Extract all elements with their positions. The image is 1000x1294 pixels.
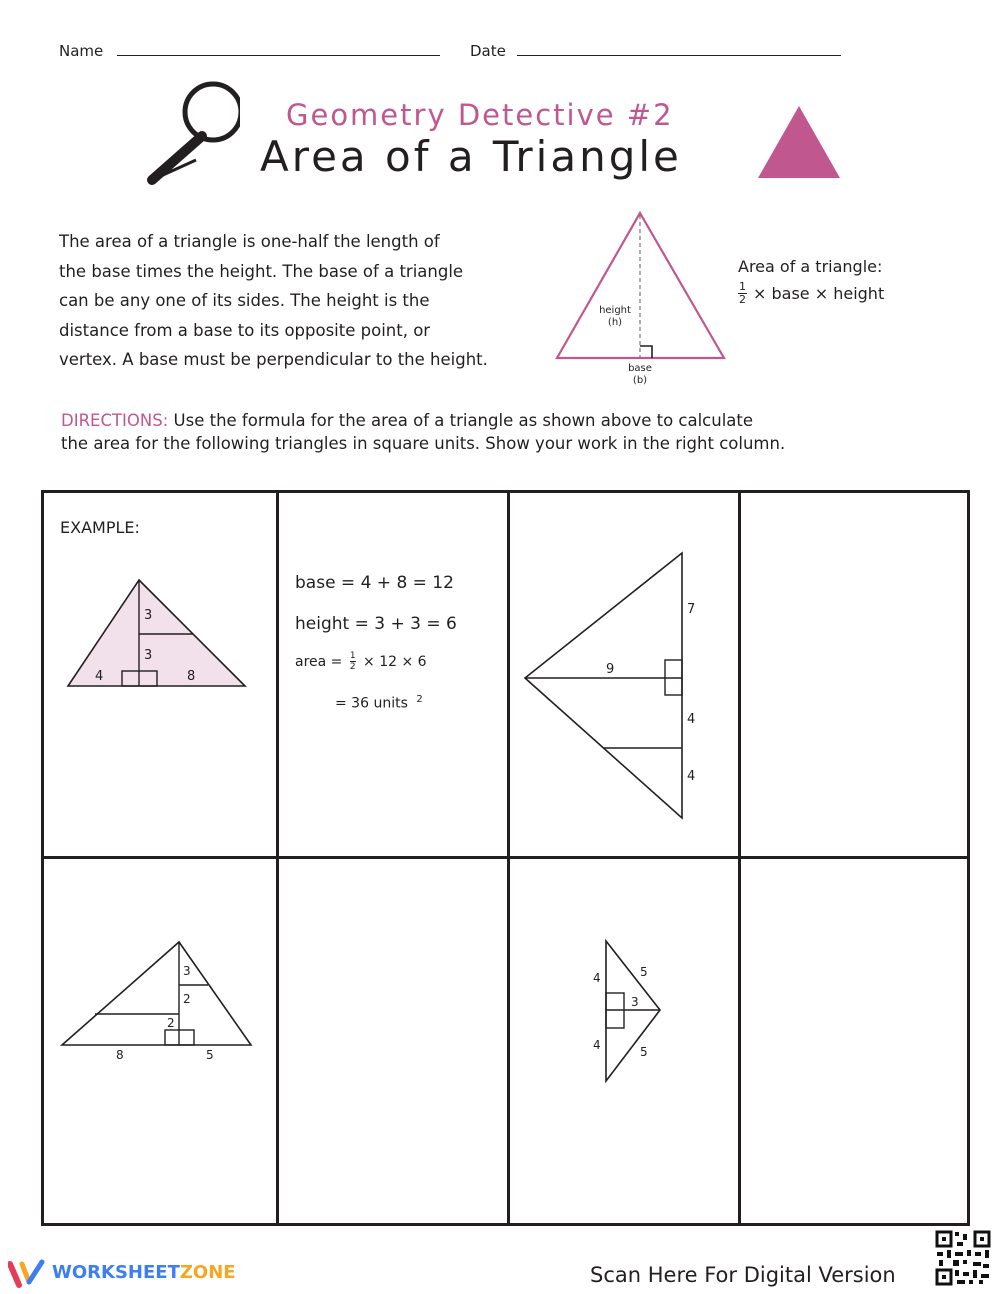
fraction-one-half	[738, 281, 747, 306]
example-height-top: 3	[144, 608, 153, 623]
problem-2-triangle	[55, 935, 260, 1065]
grid-divider	[41, 856, 970, 859]
result-text: = 36 units	[335, 695, 408, 712]
problem-2-base-right: 5	[206, 1048, 214, 1062]
height-word: height	[599, 305, 631, 316]
problem-3-triangle	[585, 935, 675, 1085]
date-field[interactable]	[517, 55, 841, 56]
formula-title: Area of a triangle:	[738, 257, 883, 276]
problem-2-h-top: 3	[183, 964, 191, 978]
problem-3-left-top: 4	[593, 971, 601, 985]
intro-line: the base times the height. The base of a triangle	[59, 261, 464, 281]
name-field[interactable]	[117, 55, 440, 56]
formula-rest: × base × height	[753, 284, 885, 303]
result-exponent: 2	[416, 694, 423, 705]
intro-paragraph	[59, 227, 488, 375]
qr-code-icon[interactable]	[933, 1228, 993, 1288]
problem-3-left-bottom: 4	[593, 1038, 601, 1052]
height-label	[596, 305, 634, 329]
example-base-left: 4	[95, 669, 104, 684]
directions-line2: the area for the following triangles in square units. Show your work in the right column.	[61, 434, 786, 453]
brand-first: WORKSHEET	[52, 1262, 180, 1283]
triangle-icon	[756, 104, 842, 180]
example-triangle	[60, 572, 260, 697]
denominator: 2	[739, 293, 746, 306]
problem-1-upper-side: 7	[687, 602, 696, 617]
scan-text: Scan Here For Digital Version	[590, 1263, 896, 1287]
example-area-calc	[295, 651, 427, 672]
denominator: 2	[349, 662, 356, 672]
intro-line: can be any one of its sides. The height is the	[59, 291, 430, 310]
numerator: 1	[739, 280, 746, 293]
brand-name	[52, 1262, 236, 1283]
problem-1-height: 9	[606, 662, 615, 677]
base-word: base	[628, 363, 652, 374]
example-base-right: 8	[187, 669, 196, 684]
height-symbol: (h)	[607, 317, 623, 328]
worksheet-title: Area of a Triangle	[260, 132, 682, 181]
numerator: 1	[349, 651, 356, 661]
area-prefix: area =	[295, 653, 347, 670]
name-label: Name	[59, 42, 104, 60]
area-formula	[738, 281, 884, 306]
base-label	[620, 363, 660, 387]
problem-2-h-mid: 2	[183, 992, 191, 1006]
worksheetzone-logo-icon	[8, 1258, 46, 1288]
directions	[61, 409, 785, 455]
intro-line: vertex. A base must be perpendicular to the height.	[59, 350, 488, 369]
example-base-calc: base = 4 + 8 = 12	[295, 573, 454, 593]
fraction-one-half	[350, 651, 356, 672]
example-label: EXAMPLE:	[60, 518, 140, 537]
problem-1-lower-a: 4	[687, 712, 696, 727]
problem-1-lower-b: 4	[687, 769, 696, 784]
date-label: Date	[470, 42, 506, 60]
problem-1-triangle	[515, 545, 715, 830]
example-result	[335, 694, 423, 712]
problem-3-height: 3	[631, 995, 639, 1009]
base-symbol: (b)	[632, 375, 648, 386]
intro-line: The area of a triangle is one-half the length of	[59, 232, 440, 251]
example-height-calc: height = 3 + 3 = 6	[295, 614, 457, 634]
magnifying-glass-icon	[140, 78, 240, 190]
area-suffix: × 12 × 6	[358, 653, 427, 670]
problem-3-right-bottom: 5	[640, 1045, 648, 1059]
problem-2-h-bot: 2	[167, 1016, 175, 1030]
problem-2-base-left: 8	[116, 1048, 124, 1062]
directions-line1: Use the formula for the area of a triangle as shown above to calculate	[168, 411, 754, 430]
directions-label: DIRECTIONS:	[61, 411, 169, 430]
intro-line: distance from a base to its opposite point, or	[59, 320, 431, 340]
problem-3-right-top: 5	[640, 965, 648, 979]
example-height-bottom: 3	[144, 648, 153, 663]
brand-second: ZONE	[179, 1262, 236, 1283]
worksheet-subtitle: Geometry Detective #2	[286, 98, 674, 132]
